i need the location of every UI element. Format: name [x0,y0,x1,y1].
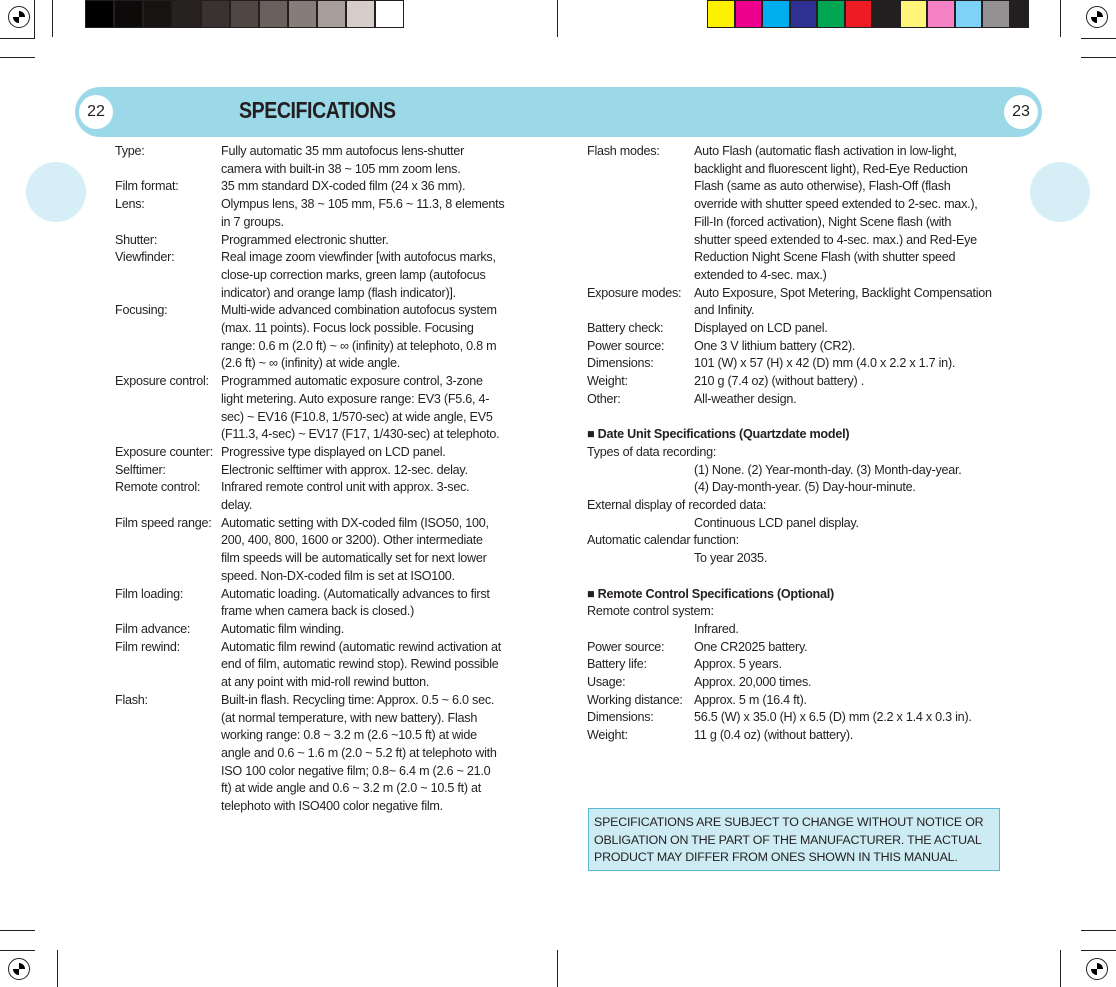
spec-value [221,178,465,196]
spec-label: Film advance: [115,621,191,636]
color-swatch [901,1,927,27]
spec-value [694,338,855,356]
spec-line: Approx. 20,000 times. [694,675,812,690]
spec-line: Automatic loading. (Automatically advances to first [221,586,490,601]
spec-row [115,621,535,639]
spec-value [694,709,972,727]
page-number-left: 22 [79,95,113,129]
spec-value [694,550,767,568]
spec-line: Fill-In (forced activation), Night Scene flash (with [694,214,952,229]
spec-value [221,302,497,373]
color-swatch [231,1,258,27]
right-spec-column [587,143,1007,745]
color-swatch [956,1,982,27]
spec-line: sec) ~ EV16 (F10.8, 1/570-sec) at wide angle, EV5 [221,409,493,424]
spec-value [221,143,464,178]
spec-line: extended to 4-sec. max.) [694,267,827,282]
spec-value [221,586,490,621]
spec-row [587,409,1007,427]
spec-line: Displayed on LCD panel. [694,321,828,336]
color-swatch [347,1,374,27]
spec-label: Dimensions: [587,356,654,371]
spec-line: Electronic selftimer with approx. 12-sec. delay. [221,462,468,477]
spec-line: (4) Day-month-year. (5) Day-hour-minute. [694,480,916,495]
spec-value [221,515,489,586]
spec-value [221,462,468,480]
spec-value [221,249,496,302]
spec-value [694,391,796,409]
spec-line: (F11.3, 4-sec) ~ EV17 (F17, 1/430-sec) at telephoto. [221,427,500,442]
spec-label: Shutter: [115,232,158,247]
spec-row [115,639,535,692]
spec-line: Olympus lens, 38 ~ 105 mm, F5.6 ~ 11.3, 8 elements [221,197,505,212]
spec-value [694,285,992,320]
spec-row [587,639,1007,657]
spec-row [587,285,1007,320]
spec-label: Selftimer: [115,462,166,477]
spec-line: Real image zoom viewfinder [with autofocus marks, [221,250,496,265]
spec-line: Automatic film winding. [221,621,345,636]
spec-line: (max. 11 points). Focus lock possible. Focusing [221,321,474,336]
spec-row [115,692,535,816]
spec-label: External display of recorded data: [587,498,767,513]
color-swatch [144,1,171,27]
spec-label: Exposure counter: [115,444,213,459]
color-swatch [983,1,1009,27]
spec-value [694,462,962,497]
spec-value [221,444,446,462]
spec-line: (at normal temperature, with new battery). Flash [221,710,478,725]
spec-row [115,302,535,373]
spec-line: Programmed automatic exposure control, 3-zone [221,374,483,389]
spec-line: Reduction Night Scene Flash (with shutter speed [694,250,956,265]
spec-line: ft) at wide angle and 0.6 ~ 3.2 m (2.0 ~ 10.5 ft) at [221,781,482,796]
spec-label: Weight: [587,374,628,389]
spec-line: Fully automatic 35 mm autofocus lens-shutter [221,144,465,158]
spec-label: Types of data recording: [587,444,717,459]
spec-line: Auto Exposure, Spot Metering, Backlight Compensation [694,285,992,300]
spec-label: Power source: [587,338,665,353]
color-swatch [818,1,844,27]
spec-line: light metering. Auto exposure range: EV3 (F5.6, 4- [221,391,490,406]
spec-line: 200, 400, 800, 1600 or 3200). Other intermediate [221,533,483,548]
spec-label: Battery life: [587,657,647,672]
spec-line: One 3 V lithium battery (CR2). [694,338,856,353]
spec-row [587,621,1007,639]
spec-line: 35 mm standard DX-coded film (24 x 36 mm). [221,179,466,194]
color-swatch [846,1,872,27]
spec-row [115,515,535,586]
spec-line: Continuous LCD panel display. [694,515,859,530]
spec-label: Focusing: [115,303,168,318]
spec-value [694,143,978,285]
spec-label: Film rewind: [115,639,180,654]
spec-line: working range: 0.8 ~ 3.2 m (2.6 ~10.5 ft) at wide [221,728,477,743]
spec-line: and Infinity. [694,303,755,318]
color-swatch [376,1,403,27]
spec-line: override with shutter speed extended to 2-sec. max.), [694,197,978,212]
color-swatch [289,1,316,27]
spec-line: end of film, automatic rewind stop). Rewind possible [221,657,499,672]
color-swatch [115,1,142,27]
spec-line: Programmed electronic shutter. [221,232,389,247]
spec-value [221,232,389,250]
registration-mark-icon [1086,6,1108,28]
spec-row [587,320,1007,338]
section-heading: ■ Date Unit Specifications (Quartzdate model) [587,426,1007,444]
spec-row [587,143,1007,285]
header-band [75,87,1042,137]
spec-label: Automatic calendar function: [587,533,739,548]
color-swatch [736,1,762,27]
spec-label: Type: [115,144,145,158]
spec-row [587,568,1007,586]
spec-line: Multi-wide advanced combination autofocus system [221,303,497,318]
spec-line: 56.5 (W) x 35.0 (H) x 6.5 (D) mm (2.2 x 1.4 x 0.3 in). [694,710,972,725]
spec-line: at any point with mid-roll rewind button. [221,675,430,690]
spec-value [694,727,853,745]
spec-row [115,462,535,480]
registration-mark-icon [8,6,30,28]
decorative-circle [26,162,86,222]
page-title: SPECIFICATIONS [239,97,396,123]
spec-line: Approx. 5 m (16.4 ft). [694,692,807,707]
spec-row [587,674,1007,692]
spec-line: delay. [221,498,253,513]
spec-line: ISO 100 color negative film; 0.8~ 6.4 m (2.6 ~ 21.0 [221,763,491,778]
spec-label: Remote control: [115,480,201,495]
spec-row [115,249,535,302]
spec-label: Working distance: [587,692,683,707]
color-swatch [928,1,954,27]
spec-line: One CR2025 battery. [694,639,808,654]
spec-line: range: 0.6 m (2.0 ft) ~ ∞ (infinity) at telephoto, 0.8 m [221,338,497,353]
spec-line: To year 2035. [694,551,768,566]
color-swatch [260,1,287,27]
color-swatch [873,1,899,27]
spec-line: shutter speed extended to 4-sec. max.) and Red-Eye [694,232,977,247]
color-swatch [708,1,734,27]
spec-label: Remote control system: [587,604,714,619]
spec-label: Flash: [115,692,148,707]
color-swatch [202,1,229,27]
spec-row [587,391,1007,409]
spec-value [694,373,864,391]
spec-row [115,479,535,514]
spec-label [587,621,694,639]
spec-row [587,373,1007,391]
spec-line: Infrared remote control unit with approx. 3-sec. [221,480,470,495]
spec-row [587,656,1007,674]
spec-label: Flash modes: [587,144,660,158]
spec-label [587,550,694,568]
spec-label: Lens: [115,197,145,212]
section-heading: ■ Remote Control Specifications (Optional) [587,586,1007,604]
spec-label: Weight: [587,728,628,743]
spec-value [221,692,497,816]
spec-value [694,656,782,674]
spec-row [115,143,535,178]
left-spec-column [115,143,535,816]
spec-line: camera with built-in 38 ~ 105 mm zoom lens. [221,161,461,176]
spec-value [221,373,499,444]
spec-label: Film speed range: [115,515,212,530]
spec-value [694,355,955,373]
spec-value [221,479,469,514]
spec-row [115,373,535,444]
spec-label [587,515,694,533]
spec-line: Infrared. [694,621,739,636]
spec-line: Built-in flash. Recycling time: Approx. 0.5 ~ 6.0 sec. [221,692,495,707]
spec-label: Exposure modes: [587,285,682,300]
spec-line: 101 (W) x 57 (H) x 42 (D) mm (4.0 x 2.2 x 1.7 in). [694,356,956,371]
spec-row [587,515,1007,533]
spec-line: indicator) and orange lamp (flash indicator)]. [221,285,456,300]
spec-line: close-up correction marks, green lamp (autofocus [221,267,486,282]
spec-label: Usage: [587,675,626,690]
spec-row [115,232,535,250]
color-swatch [318,1,345,27]
spec-line: frame when camera back is closed.) [221,604,415,619]
spec-label: Film format: [115,179,179,194]
spec-line: Approx. 5 years. [694,657,782,672]
process-color-bar [707,0,1029,28]
spec-line: Progressive type displayed on LCD panel. [221,444,446,459]
spec-label: Battery check: [587,321,664,336]
spec-row [587,338,1007,356]
spec-line: Auto Flash (automatic flash activation in low-light, [694,144,957,158]
spec-line: angle and 0.6 ~ 1.6 m (2.0 ~ 5.2 ft) at telephoto with [221,745,497,760]
spec-line: 11 g (0.4 oz) (without battery). [694,728,854,743]
color-swatch [173,1,200,27]
spec-row [587,692,1007,710]
spec-line: (1) None. (2) Year-month-day. (3) Month-day-year. [694,462,962,477]
spec-row [587,709,1007,727]
spec-value [694,515,859,533]
spec-label [587,462,694,497]
spec-label: Dimensions: [587,710,654,725]
spec-value [221,621,344,639]
spec-line: Flash (same as auto otherwise), Flash-Off (flash [694,179,951,194]
spec-row [115,196,535,231]
registration-mark-icon [1086,958,1108,980]
spec-row [587,462,1007,497]
spec-line: film speeds will be automatically set for next lower [221,551,487,566]
spec-row [115,586,535,621]
spec-line: Automatic setting with DX-coded film (ISO50, 100, [221,515,489,530]
grayscale-color-bar [85,0,404,28]
spec-line: (2.6 ft) ~ ∞ (infinity) at wide angle. [221,356,401,371]
spec-line: 210 g (7.4 oz) (without battery) . [694,374,864,389]
spec-line: telephoto with ISO400 color negative film. [221,799,443,814]
spec-value [694,320,828,338]
spec-row [587,550,1007,568]
registration-mark-icon [8,958,30,980]
spec-line: speed. Non-DX-coded film is set at ISO100. [221,568,455,583]
notice-box: SPECIFICATIONS ARE SUBJECT TO CHANGE WITHOUT NOTICE OR OBLIGATION ON THE PART OF THE MANUFACTURER. THE ACTUAL PRODUCT MAY DIFFER FROM ONES SHOWN IN THIS MANUAL. [588,808,1000,871]
color-swatch [86,1,113,27]
spec-row [115,178,535,196]
spec-label: Viewfinder: [115,250,175,265]
spec-row [587,727,1007,745]
spec-label [587,409,694,427]
spec-line: Automatic film rewind (automatic rewind activation at [221,639,502,654]
spec-label: Film loading: [115,586,184,601]
spec-value [694,674,811,692]
spec-row [115,444,535,462]
spec-line: backlight and fluorescent light), Red-Eye Reduction [694,161,968,176]
color-swatch [791,1,817,27]
spec-value [221,196,504,231]
spec-value [694,639,807,657]
spec-label [587,568,694,586]
spec-label: Power source: [587,639,665,654]
spec-value [221,639,501,692]
spec-label: Other: [587,391,621,406]
page-number-right: 23 [1004,95,1038,129]
spec-value [694,692,807,710]
spec-label: Exposure control: [115,374,209,389]
spec-row [587,355,1007,373]
color-swatch [763,1,789,27]
spec-value [694,621,739,639]
spec-line: All-weather design. [694,391,797,406]
decorative-circle [1030,162,1090,222]
spec-line: in 7 groups. [221,214,284,229]
